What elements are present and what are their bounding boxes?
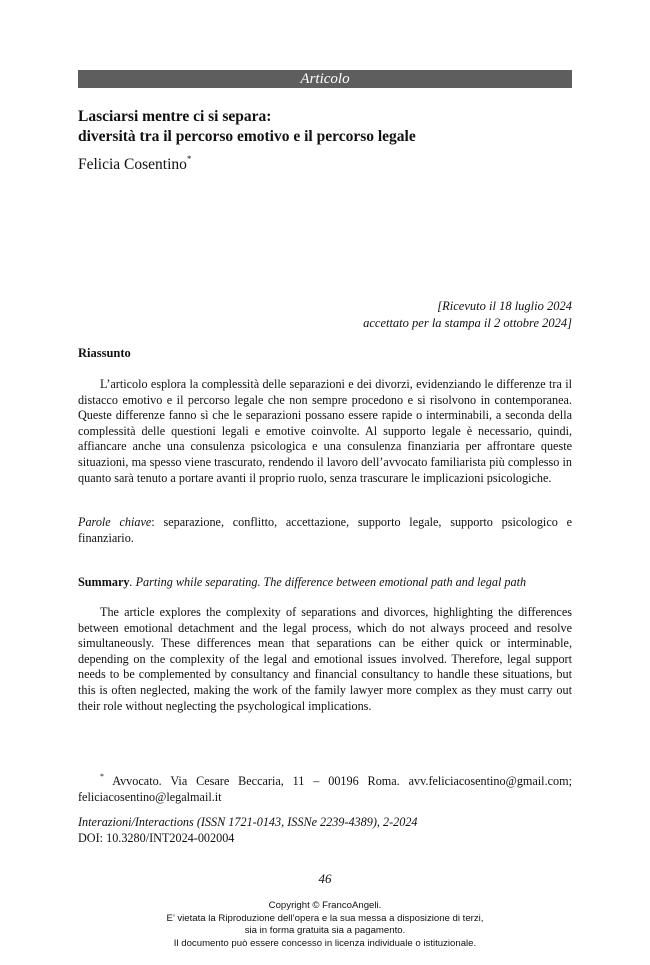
copyright-line-3: sia in forma gratuita sia a pagamento.	[244, 925, 406, 936]
doi: DOI: 10.3280/INT2024-002004	[78, 830, 235, 845]
footnote-mark: *	[100, 772, 104, 781]
copyright-line-2: E’ vietata la Riproduzione dell’opera e la sua messa a disposizione di terzi,	[166, 912, 484, 924]
keywords-label: Parole chiave	[78, 515, 152, 529]
author-footnote-mark: *	[186, 154, 192, 164]
title-line-2: diversità tra il percorso emotivo e il percorso legale	[78, 128, 416, 145]
journal-info	[78, 815, 572, 846]
riassunto-heading: Riassunto	[78, 346, 131, 360]
author-footnote	[78, 769, 572, 805]
copyright-notice	[0, 900, 650, 950]
title-line-1: Lasciarsi mentre ci si separa:	[78, 108, 272, 125]
copyright-line-4: Il documento può essere concesso in licenza individuale o istituzionale.	[173, 937, 477, 949]
summary-label: Summary	[78, 575, 130, 589]
received-line-1: [Ricevuto il 18 luglio 2024	[437, 299, 572, 313]
page-number: 46	[318, 871, 332, 886]
footnote-text: Avvocato. Via Cesare Beccaria, 11 – 00196 Roma. avv.feliciacosentino@gmail.com; feliciacosentino@legalmail.it	[78, 774, 572, 804]
received-line-2: accettato per la stampa il 2 ottobre 2024]	[363, 316, 572, 330]
journal-citation: Interazioni/Interactions (ISSN 1721-0143, ISSNe 2239-4389), 2-2024	[78, 815, 418, 829]
summary-paragraph: The article explores the complexity of separations and divorces, highlighting the differences between emotional detachment and the legal process, which do not always proceed and resolve simultaneously. These differences mean that separations can be either quick or interminable, depending on the complexity of the legal and emotional issues involved. Therefore, legal support needs to be complemented by consultancy and financial consultancy to handle these situations, but this is often neglected, making the work of the family lawyer more complex as they must carry out their role without neglecting the psychological implications.	[78, 605, 572, 713]
section-banner: Articolo	[78, 70, 572, 88]
keywords-paragraph	[78, 515, 572, 546]
keywords-text: : separazione, conflitto, accettazione, supporto legale, supporto psicologico e finanziario.	[78, 515, 572, 545]
copyright-line-1: Copyright © FrancoAngeli.	[268, 900, 382, 911]
author-text: Felicia Cosentino	[78, 156, 187, 173]
article-title	[78, 107, 572, 147]
author-name	[78, 149, 191, 175]
riassunto-paragraph: L’articolo esplora la complessità delle separazioni e dei divorzi, evidenziando le differenze tra il distacco emotivo e il percorso legale che non sempre procedono e si risolvono in contemporanea. Queste differenze fanno sì che le separazioni possano essere rapide o interminabili, a seconda della complessità delle questioni legali e emotive coinvolte. Al supporto legale è necessario, quindi, affiancare anche una consulenza psicologica e una consulenza finanziaria per affrontare queste situazioni, ma spesso viene trascurato, rendendo il lavoro dell’avvocato familiarista più complesso in quanto sarà tenuto a portare avanti il proprio ruolo, senza trascurare le implicazioni psicologiche.	[78, 377, 572, 485]
summary-english-title: . Parting while separating. The difference between emotional path and legal path	[129, 575, 527, 589]
summary-heading	[78, 575, 572, 591]
received-dates	[363, 298, 572, 332]
